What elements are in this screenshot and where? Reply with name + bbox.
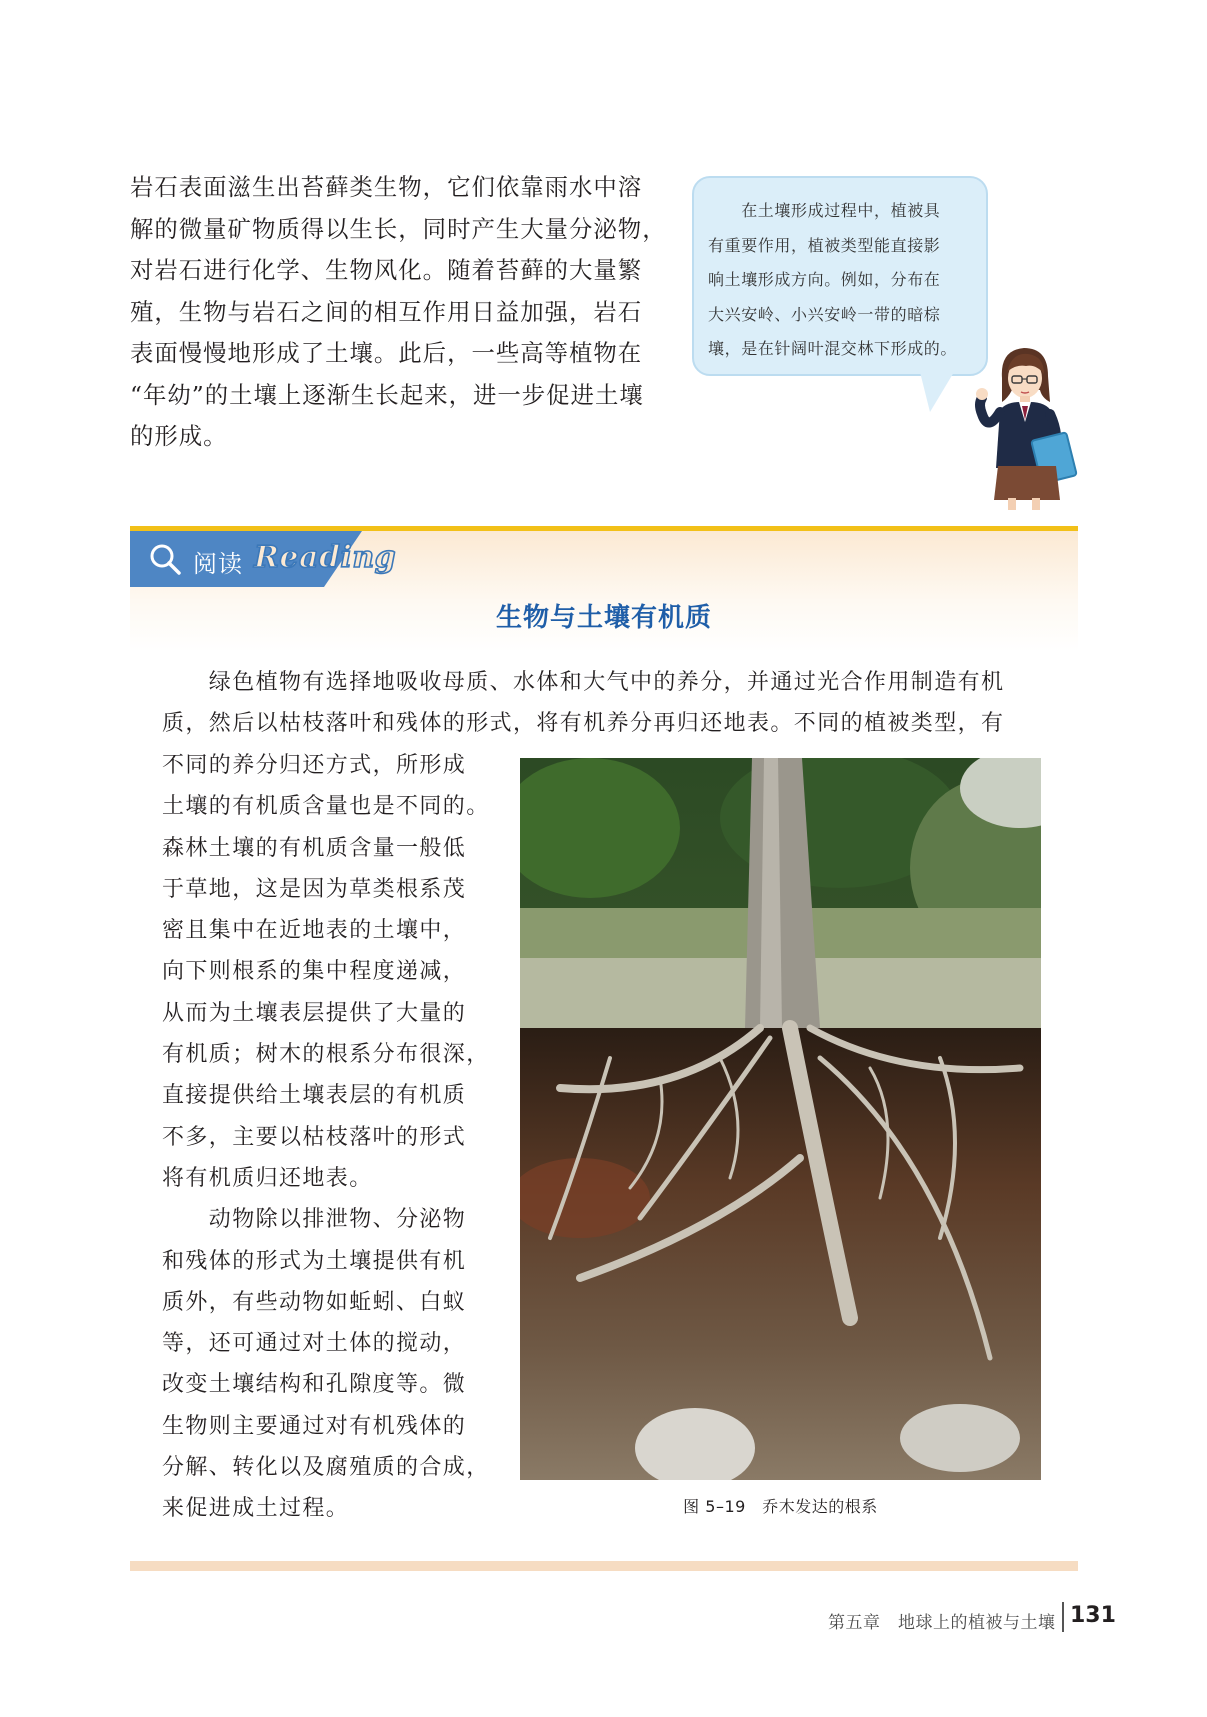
teacher-illustration [972,340,1082,510]
text-line: 解的微量矿物质得以生长，同时产生大量分泌物， [130,214,667,243]
text-line: 壤，是在针阔叶混交林下形成的。 [708,339,958,358]
text-line: 质，然后以枯枝落叶和残体的形式，将有机养分再归还地表。不同的植被类型，有 [162,711,1005,737]
text-line: 不同的养分归还方式，所形成 [162,753,467,778]
text-line: 从而为土壤表层提供了大量的 [162,1000,467,1026]
reading-title: 生物与土壤有机质 [495,603,712,633]
speech-bubble-text [708,194,978,367]
speech-bubble-tail [920,372,954,412]
text-line: 分解、转化以及腐殖质的合成， [162,1455,490,1481]
text-line: 来促进成土过程。 [162,1496,350,1522]
reading-bottom-bar [130,1561,1078,1571]
text-line: 大兴安岭、小兴安岭一带的暗棕 [708,304,941,324]
text-line: 于草地，这是因为草类根系茂 [162,876,467,902]
text-line: 向下则根系的集中程度递减， [162,959,467,985]
footer-chapter-title: 第五章 地球上的植被与土壤 [828,1613,1056,1633]
page-number: 131 [1070,1603,1116,1628]
text-line: 和残体的形式为土壤提供有机 [162,1248,467,1274]
text-line: 不多，主要以枯枝落叶的形式 [162,1124,467,1150]
text-line: 响土壤形成方向。例如，分布在 [708,270,941,289]
text-line: 生物则主要通过对有机残体的 [162,1413,467,1439]
text-line: 岩石表面滋生出苔藓类生物，它们依靠雨水中溶 [130,173,643,201]
text-line: 改变土壤结构和孔隙度等。微 [162,1372,467,1398]
search-icon [148,542,182,576]
text-line: 土壤的有机质含量也是不同的。 [162,794,490,820]
reading-label-en: Reading [254,540,397,575]
intro-paragraph [130,167,667,458]
reading-label: 阅读 [193,550,243,578]
text-line: 有重要作用，植被类型能直接影 [708,235,941,255]
text-line: “年幼”的土壤上逐渐生长起来，进一步促进土壤 [130,380,644,409]
text-line: 在土壤形成过程中，植被具 [708,201,941,220]
text-line: 质外，有些动物如蚯蚓、白蚁 [162,1289,467,1315]
text-line: 殖，生物与岩石之间的相互作用日益加强，岩石 [130,297,643,326]
text-line: 森林土壤的有机质含量一般低 [162,835,467,861]
text-line: 对岩石进行化学、生物风化。随着苔藓的大量繁 [130,256,643,284]
text-line: 绿色植物有选择地吸收母质、水体和大气中的养分，并通过光合作用制造有机 [162,670,1005,695]
figure-caption: 图 5–19 乔木发达的根系 [683,1497,878,1516]
text-line: 密且集中在近地表的土壤中， [162,918,467,944]
tree-roots-photo [520,758,1041,1480]
text-line: 有机质；树木的根系分布很深， [162,1042,490,1068]
text-line: 将有机质归还地表。 [162,1165,373,1191]
text-line: 等，还可通过对土体的搅动， [162,1331,467,1357]
text-line: 的形成。 [130,422,228,450]
text-line: 表面慢慢地形成了土壤。此后，一些高等植物在 [130,339,643,367]
text-line: 动物除以排泄物、分泌物 [162,1207,467,1233]
text-line: 直接提供给土壤表层的有机质 [162,1083,467,1109]
footer-divider [1062,1602,1064,1632]
reading-paragraph-column [162,745,502,1530]
reading-paragraph-full [162,662,1052,745]
